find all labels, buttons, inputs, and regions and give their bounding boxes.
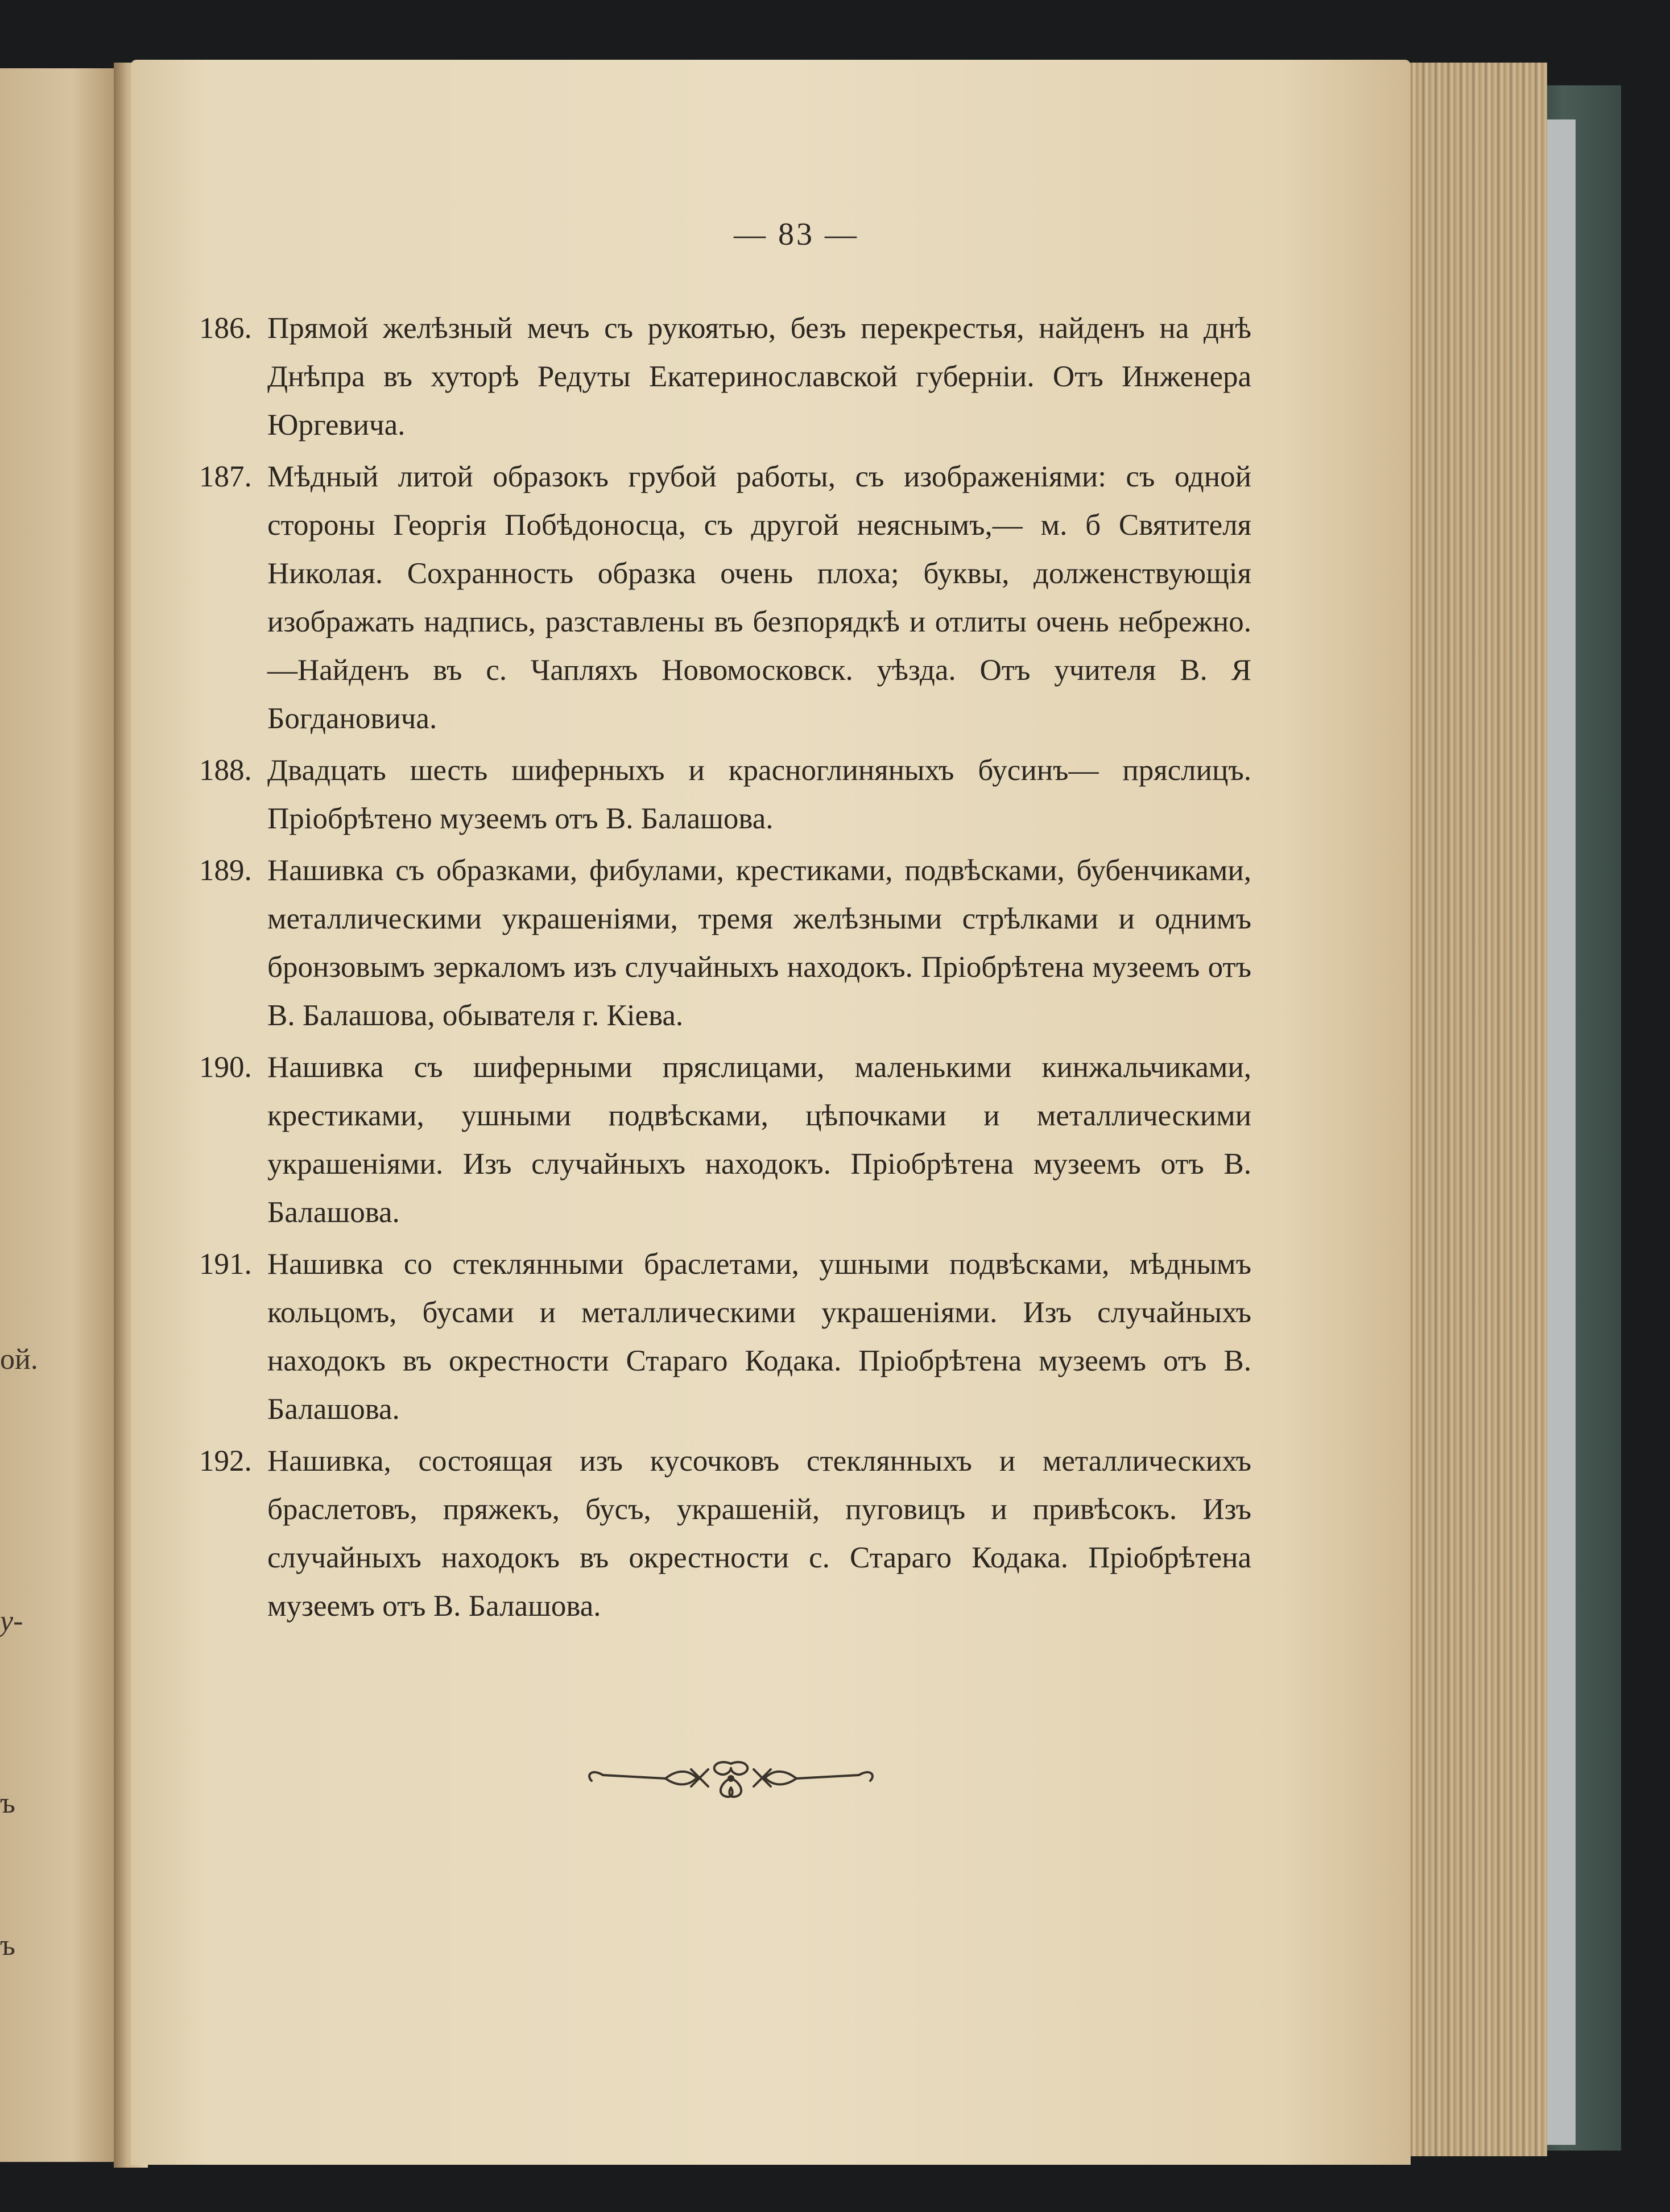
entry-number: 190. [199,1051,252,1084]
left-page-fragment: ъ [0,1787,15,1819]
entry-number: 187. [199,460,252,493]
left-page-fragment: у- [0,1605,23,1637]
catalog-entries [199,304,1251,1634]
left-page [0,68,131,2162]
page-number: — 83 — [734,217,859,252]
catalog-entry [199,304,1251,449]
entry-number: 188. [199,754,252,787]
catalog-entry [199,453,1251,743]
catalog-entry [199,1437,1251,1631]
decorative-ornament [580,1752,882,1804]
entry-number: 192. [199,1445,252,1478]
entry-text: Мѣдный литой образокъ грубой работы, съ изображеніями: съ одной стороны Георгія Побѣдоносца, съ другой неяснымъ,— м. б Святителя Николая. Сохранность образка очень плоха; буквы, долженствующія изображать надпись, разставлены въ безпорядкѣ и отлиты очень небрежно.—Найденъ въ с. Чапляхъ Новомосковск. уѣзда. Отъ учителя В. Я Богдановича. [267,460,1251,735]
catalog-entry [199,746,1251,843]
entry-text: Нашивка съ образками, фибулами, крестиками, подвѣсками, бубенчиками, металлическими украшеніями, тремя желѣзными стрѣлками и однимъ бронзовымъ зеркаломъ изъ случайныхъ находокъ. Пріобрѣтена музеемъ отъ В. Балашова, обывателя г. Кіева. [267,854,1251,1032]
entry-text: Нашивка съ шиферными пряслицами, маленькими кинжальчиками, крестиками, ушными подвѣсками, цѣпочками и металлическими украшеніями. Изъ случайныхъ находокъ. Пріобрѣтена музеемъ отъ В. Балашова. [267,1051,1251,1229]
entry-text: Нашивка, состоящая изъ кусочковъ стеклянныхъ и металлическихъ браслетовъ, пряжекъ, бусъ, украшеній, пуговицъ и привѣсокъ. Изъ случайныхъ находокъ въ окрестности с. Стараго Кодака. Пріобрѣтена музеемъ отъ В. Балашова. [267,1445,1251,1623]
page-edges [1405,63,1547,2156]
left-page-fragment: ой. [0,1343,38,1376]
entry-number: 189. [199,854,252,887]
entry-text: Двадцать шесть шиферныхъ и красноглиняныхъ бусинъ— пряслицъ. Пріобрѣтено музеемъ отъ В. Балашова. [267,754,1251,835]
entry-number: 191. [199,1248,252,1281]
left-page-fragment: ъ [0,1929,15,1962]
entry-text: Прямой желѣзный мечъ съ рукоятью, безъ перекрестья, найденъ на днѣ Днѣпра въ хуторѣ Редуты Екатеринославской губерніи. Отъ Инженера Юргевича. [267,312,1251,441]
entry-number: 186. [199,312,252,345]
entry-text: Нашивка со стеклянными браслетами, ушными подвѣсками, мѣднымъ кольцомъ, бусами и металлическими украшеніями. Изъ случайныхъ находокъ въ окрестности Стараго Кодака. Пріобрѣтена музеемъ отъ В. Балашова. [267,1248,1251,1426]
catalog-entry [199,1240,1251,1434]
catalog-entry [199,847,1251,1040]
catalog-entry [199,1043,1251,1237]
